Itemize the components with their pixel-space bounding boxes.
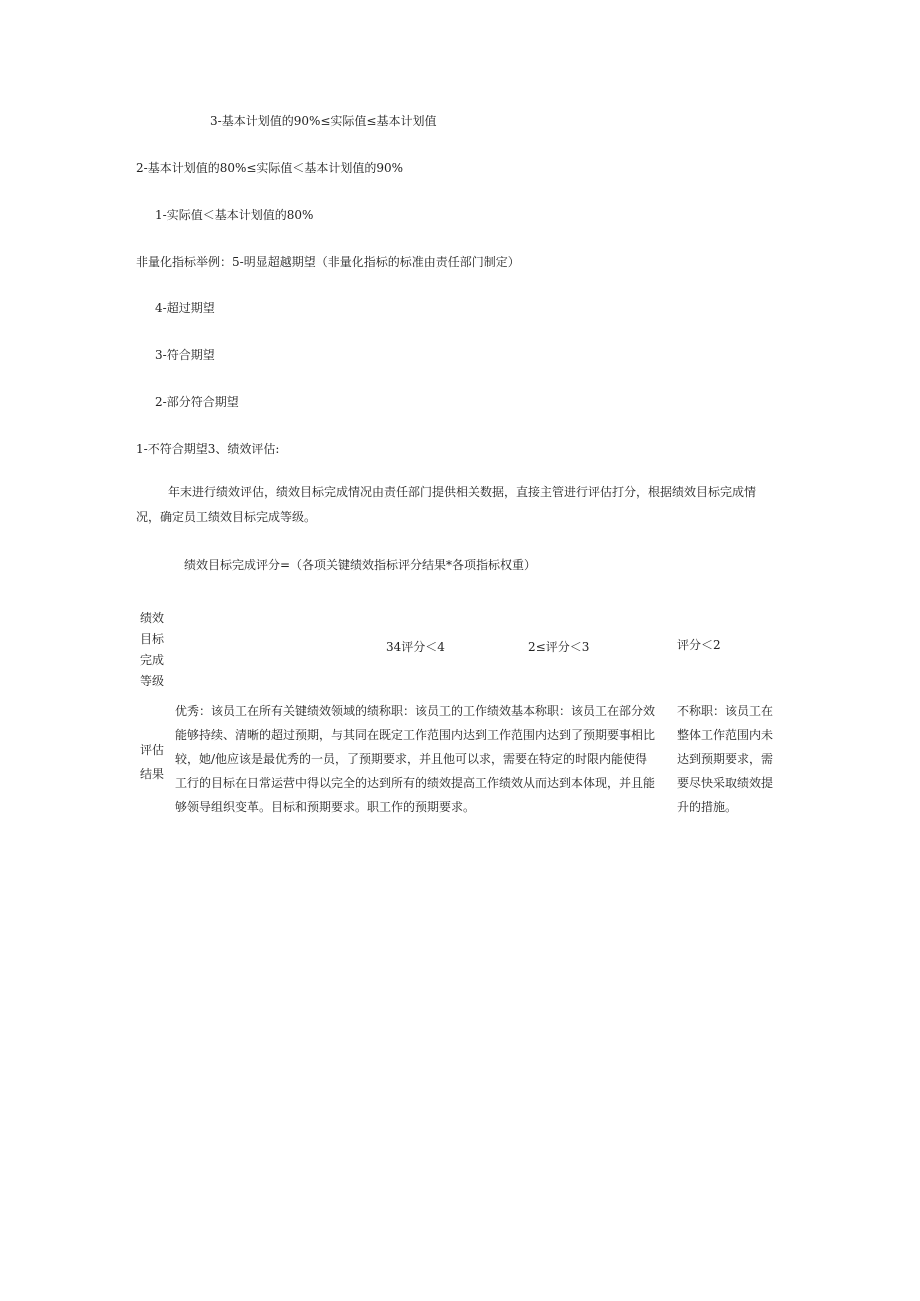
criteria-line-2: 2-基本计划值的80%≤实际值＜基本计划值的90%: [136, 161, 404, 175]
body-line: 工行的目标在日常运营中得以完全的达到所有的绩效提高工作绩效从而达到本体现，并且能: [175, 776, 656, 790]
grade-header-label: [132, 608, 172, 692]
paragraph-line-2: 况，确定员工绩效目标完成等级。: [136, 510, 317, 524]
result-body-text: [175, 699, 675, 819]
paragraph-line-1: 年末进行绩效评估，绩效目标完成情况由责任部门提供相关数据，直接主管进行评估打分，根据绩效目标完成情: [168, 485, 757, 499]
expectation-line-2: 2-部分符合期望: [155, 395, 239, 409]
section-heading-line: 1-不符合期望3、绩效评估:: [136, 442, 280, 456]
criteria-line-1: 1-实际值＜基本计划值的80%: [155, 208, 314, 222]
col-header-1: 34评分＜4: [386, 640, 445, 654]
row-label-1: 评估: [139, 743, 164, 757]
result-row-label: [136, 738, 168, 786]
evaluation-paragraph: [136, 480, 796, 530]
formula-line: 绩效目标完成评分=（各项关键绩效指标评分结果*各项指标权重）: [184, 558, 537, 572]
header-label-2: 目标: [139, 632, 164, 646]
expectation-line-3: 3-符合期望: [155, 348, 215, 362]
col-header-3: 评分＜2: [677, 638, 721, 652]
body-line: 优秀：该员工在所有关键绩效领域的绩称职：该员工的工作绩效基本称职：该员工在部分效: [175, 704, 656, 718]
unqualified-result-text: [677, 699, 787, 819]
criteria-line-3: 3-基本计划值的90%≤实际值≤基本计划值: [210, 114, 437, 128]
body-line: 够领导组织变革。目标和预期要求。职工作的预期要求。: [175, 800, 476, 814]
non-quant-example-line: 非量化指标举例：5-明显超越期望（非量化指标的标准由责任部门制定）: [136, 255, 520, 269]
right-line: 不称职：该员工在: [677, 704, 774, 718]
col-header-2: 2≤评分＜3: [528, 640, 590, 654]
header-label-3: 完成: [139, 653, 164, 667]
right-line: 要尽快采取绩效提: [677, 776, 774, 790]
header-label-1: 绩效: [139, 611, 164, 625]
body-line: 较，她/他应该是最优秀的一员，了预期要求，并且他可以求，需要在特定的时限内能使得: [175, 752, 648, 766]
row-label-2: 结果: [139, 767, 164, 781]
header-label-4: 等级: [139, 674, 164, 688]
right-line: 达到预期要求，需: [677, 752, 774, 766]
right-line: 升的措施。: [677, 800, 738, 814]
right-line: 整体工作范围内未: [677, 728, 774, 742]
body-line: 能够持续、清晰的超过预期，与其同在既定工作范围内达到工作范围内达到了预期要事相比: [175, 728, 656, 742]
expectation-line-4: 4-超过期望: [155, 301, 215, 315]
